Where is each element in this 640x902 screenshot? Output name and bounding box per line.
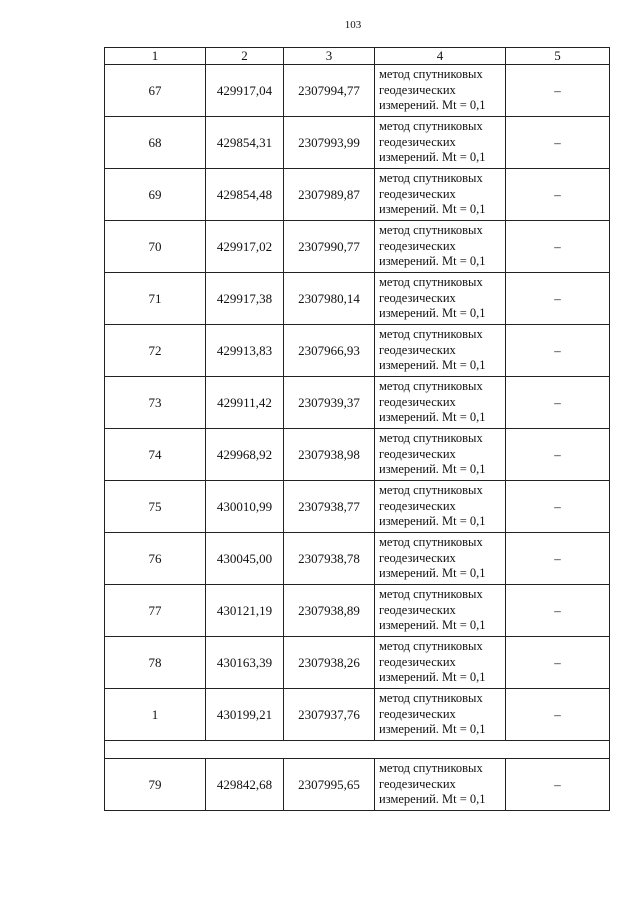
method-line: геодезических	[379, 186, 456, 201]
method-line: метод спутниковых	[379, 327, 483, 342]
point-number-cell: 70	[105, 221, 206, 273]
table-row	[105, 169, 610, 221]
method-cell	[375, 169, 506, 221]
table-row	[105, 429, 610, 481]
method-line: метод спутниковых	[379, 639, 483, 654]
method-cell	[375, 117, 506, 169]
method-line: метод спутниковых	[379, 431, 483, 446]
method-line: метод спутниковых	[379, 171, 483, 186]
table-row	[105, 533, 610, 585]
method-line: геодезических	[379, 238, 456, 253]
y-coordinate-cell: 2307938,77	[284, 481, 375, 533]
header-col-4: 4	[375, 48, 506, 65]
method-line: метод спутниковых	[379, 379, 483, 394]
point-number-cell: 71	[105, 273, 206, 325]
method-cell	[375, 759, 506, 811]
method-cell	[375, 637, 506, 689]
header-row	[105, 48, 610, 65]
point-number-cell: 69	[105, 169, 206, 221]
x-coordinate-cell: 430045,00	[206, 533, 284, 585]
method-line: геодезических	[379, 654, 456, 669]
method-line: измерений. Mt = 0,1	[379, 410, 486, 425]
method-line: метод спутниковых	[379, 535, 483, 550]
method-line: метод спутниковых	[379, 483, 483, 498]
table-row	[105, 273, 610, 325]
method-line: геодезических	[379, 706, 456, 721]
note-cell: –	[506, 221, 610, 273]
method-line: геодезических	[379, 498, 456, 513]
method-cell	[375, 273, 506, 325]
note-cell: –	[506, 481, 610, 533]
table-row	[105, 65, 610, 117]
x-coordinate-cell: 429917,02	[206, 221, 284, 273]
x-coordinate-cell: 429917,04	[206, 65, 284, 117]
point-number-cell: 78	[105, 637, 206, 689]
y-coordinate-cell: 2307939,37	[284, 377, 375, 429]
y-coordinate-cell: 2307937,76	[284, 689, 375, 741]
y-coordinate-cell: 2307990,77	[284, 221, 375, 273]
method-line: метод спутниковых	[379, 587, 483, 602]
method-cell	[375, 377, 506, 429]
y-coordinate-cell: 2307995,65	[284, 759, 375, 811]
method-line: геодезических	[379, 342, 456, 357]
section-separator-row	[105, 741, 610, 759]
x-coordinate-cell: 429917,38	[206, 273, 284, 325]
point-number-cell: 79	[105, 759, 206, 811]
method-line: геодезических	[379, 602, 456, 617]
method-cell	[375, 325, 506, 377]
method-line: измерений. Mt = 0,1	[379, 618, 486, 633]
note-cell: –	[506, 325, 610, 377]
x-coordinate-cell: 429854,31	[206, 117, 284, 169]
method-line: метод спутниковых	[379, 761, 483, 776]
x-coordinate-cell: 429968,92	[206, 429, 284, 481]
method-cell	[375, 689, 506, 741]
table-row	[105, 325, 610, 377]
x-coordinate-cell: 430121,19	[206, 585, 284, 637]
point-number-cell: 67	[105, 65, 206, 117]
method-cell	[375, 429, 506, 481]
table-header	[105, 48, 610, 65]
method-line: метод спутниковых	[379, 275, 483, 290]
note-cell: –	[506, 533, 610, 585]
header-col-3: 3	[284, 48, 375, 65]
coordinates-table	[104, 47, 610, 811]
x-coordinate-cell: 429911,42	[206, 377, 284, 429]
method-cell	[375, 585, 506, 637]
method-line: геодезических	[379, 394, 456, 409]
x-coordinate-cell: 430199,21	[206, 689, 284, 741]
x-coordinate-cell: 429913,83	[206, 325, 284, 377]
method-line: измерений. Mt = 0,1	[379, 462, 486, 477]
table-row	[105, 117, 610, 169]
point-number-cell: 75	[105, 481, 206, 533]
method-line: измерений. Mt = 0,1	[379, 514, 486, 529]
table-body	[105, 65, 610, 811]
method-line: измерений. Mt = 0,1	[379, 98, 486, 113]
table-row	[105, 759, 610, 811]
y-coordinate-cell: 2307938,98	[284, 429, 375, 481]
method-line: геодезических	[379, 134, 456, 149]
y-coordinate-cell: 2307994,77	[284, 65, 375, 117]
y-coordinate-cell: 2307966,93	[284, 325, 375, 377]
method-line: геодезических	[379, 550, 456, 565]
y-coordinate-cell: 2307989,87	[284, 169, 375, 221]
point-number-cell: 76	[105, 533, 206, 585]
y-coordinate-cell: 2307938,78	[284, 533, 375, 585]
note-cell: –	[506, 689, 610, 741]
method-line: измерений. Mt = 0,1	[379, 202, 486, 217]
y-coordinate-cell: 2307938,26	[284, 637, 375, 689]
table-row	[105, 689, 610, 741]
table-row	[105, 637, 610, 689]
table-row	[105, 585, 610, 637]
note-cell: –	[506, 637, 610, 689]
header-col-5: 5	[506, 48, 610, 65]
method-line: измерений. Mt = 0,1	[379, 306, 486, 321]
method-line: измерений. Mt = 0,1	[379, 254, 486, 269]
method-line: измерений. Mt = 0,1	[379, 792, 486, 807]
method-line: метод спутниковых	[379, 67, 483, 82]
table-row	[105, 221, 610, 273]
x-coordinate-cell: 429842,68	[206, 759, 284, 811]
x-coordinate-cell: 430163,39	[206, 637, 284, 689]
method-line: измерений. Mt = 0,1	[379, 150, 486, 165]
note-cell: –	[506, 759, 610, 811]
method-line: метод спутниковых	[379, 119, 483, 134]
note-cell: –	[506, 585, 610, 637]
x-coordinate-cell: 430010,99	[206, 481, 284, 533]
point-number-cell: 77	[105, 585, 206, 637]
header-col-1: 1	[105, 48, 206, 65]
method-line: измерений. Mt = 0,1	[379, 358, 486, 373]
table-row	[105, 481, 610, 533]
note-cell: –	[506, 377, 610, 429]
section-separator-cell	[105, 741, 610, 759]
method-line: измерений. Mt = 0,1	[379, 722, 486, 737]
header-col-2: 2	[206, 48, 284, 65]
y-coordinate-cell: 2307980,14	[284, 273, 375, 325]
method-line: геодезических	[379, 290, 456, 305]
method-line: метод спутниковых	[379, 691, 483, 706]
y-coordinate-cell: 2307938,89	[284, 585, 375, 637]
note-cell: –	[506, 273, 610, 325]
method-line: метод спутниковых	[379, 223, 483, 238]
page-number: 103	[344, 19, 362, 31]
method-cell	[375, 221, 506, 273]
method-line: геодезических	[379, 446, 456, 461]
method-line: измерений. Mt = 0,1	[379, 566, 486, 581]
table-row	[105, 377, 610, 429]
point-number-cell: 73	[105, 377, 206, 429]
method-line: геодезических	[379, 776, 456, 791]
note-cell: –	[506, 117, 610, 169]
point-number-cell: 74	[105, 429, 206, 481]
method-cell	[375, 533, 506, 585]
x-coordinate-cell: 429854,48	[206, 169, 284, 221]
method-cell	[375, 481, 506, 533]
point-number-cell: 1	[105, 689, 206, 741]
method-line: геодезических	[379, 82, 456, 97]
point-number-cell: 72	[105, 325, 206, 377]
note-cell: –	[506, 169, 610, 221]
method-line: измерений. Mt = 0,1	[379, 670, 486, 685]
method-cell	[375, 65, 506, 117]
note-cell: –	[506, 429, 610, 481]
y-coordinate-cell: 2307993,99	[284, 117, 375, 169]
note-cell: –	[506, 65, 610, 117]
point-number-cell: 68	[105, 117, 206, 169]
